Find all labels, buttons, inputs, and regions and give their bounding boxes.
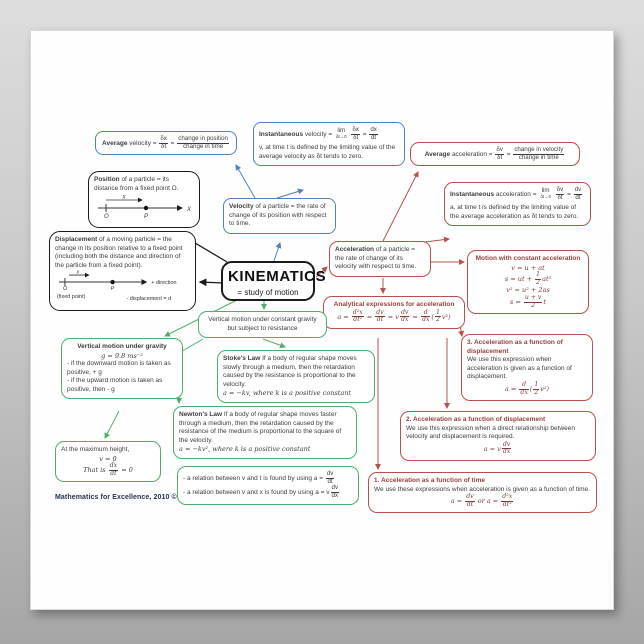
displacement-diagram-p-label: P <box>110 286 115 293</box>
instantaneous-velocity-note: v, at time t is defined by the limiting value of the average velocity as δt tends to zero. <box>259 144 396 160</box>
connector-velocity-to-instantaneous-velocity <box>277 190 303 198</box>
connector-velocity-to-average-velocity <box>236 165 255 198</box>
acceleration-function-2-title: 2. Acceleration as a function of displacement <box>406 416 546 423</box>
acceleration-function-1-formula: a = $\frac{dv}{dt}$ or a = $\frac{\text{d²x}}{\text{dt²}}$ <box>450 493 513 508</box>
connector-acceleration-to-average-acceleration <box>383 172 418 241</box>
box-vertical-motion-resistance: Vertical motion under constant gravity but subject to resistance <box>198 311 327 338</box>
equation-s-uv2-t: s = $\frac{u + v}{2}$ t <box>509 294 547 309</box>
box-analytical-expressions <box>323 296 465 329</box>
box-instantaneous-acceleration: Instantaneous acceleration = lim δt→0 $\frac{\delta v}{\delta t}$ = $\frac{dv}{dt}$ a, at time t is defined by the limiting value of the average acceleration as δt tends to zero. <box>444 182 591 226</box>
displacement-diagram-o-label: O <box>62 286 68 293</box>
equation-s-ut-half-at2: s = ut + $\frac{1}{2}$ at² <box>504 271 552 286</box>
box-instantaneous-velocity: Instantaneous velocity = lim δt→0 $\frac{\delta x}{\delta t}$ = $\frac{dx}{dt}$ v, at time t is defined by the limiting value of the average velocity as δt tends to zero. <box>253 122 405 166</box>
box-acceleration-function-3 <box>461 334 593 401</box>
maximum-height-line1: At the maximum height, <box>61 446 130 453</box>
box-vertical-motion-gravity <box>61 338 183 399</box>
connector-resistance-to-stokes <box>263 339 285 347</box>
displacement-diagram <box>55 270 190 302</box>
acceleration-function-1-title: 1. Acceleration as a function of time <box>374 477 486 484</box>
kinematics-title: KINEMATICS <box>228 268 327 285</box>
gravity-upward-note: - if the upward motion is taken as positive, then - g <box>67 377 163 393</box>
acceleration-function-2-formula: a = v $\frac{dv}{dx}$ <box>483 440 511 456</box>
equation-v2-u2-2as: v² = u² + 2as <box>506 286 550 295</box>
analytical-expressions-formula: a = $\frac{\text{d²x}}{\text{dt²}}$ = $\frac{dv}{dt}$ = v $\frac{dv}{dx}$ = $\frac{d}{dx}$ ( $\frac{1}{2}$ v²) <box>337 308 451 324</box>
displacement-diagram-direction-label: + direction <box>151 280 177 287</box>
position-diagram-x-label: x <box>122 194 126 201</box>
connector-kinematics-to-velocity <box>274 243 280 261</box>
gravity-downward-note: - if the downward motion is taken as positive, + g <box>67 360 171 376</box>
acceleration-function-1-body: We use these expressions when acceleration is given as a function of time. <box>374 485 590 493</box>
acceleration-function-3-formula: a = $\frac{d}{dx}$ ( $\frac{1}{2}$ v²) <box>504 380 550 396</box>
kinematics-poster <box>30 30 614 610</box>
displacement-diagram-fixed-point-label: (fixed point) <box>56 294 86 301</box>
position-diagram-axis-label: X <box>187 207 192 214</box>
box-stokes-law: Stoke's Law If a body of regular shape moves slowly through a medium, then the retardation caused by the resistance is proportional to the velocity. a = −kv, where k is a positive constant <box>217 350 375 403</box>
box-kinematics <box>221 261 327 301</box>
newtons-law-formula: a = −kv², where k is a positive constant <box>179 445 311 454</box>
box-displacement: Displacement of a moving particle = the change in its position relative to a fixed point (including both the distance and direction of the particle from a fixed point). x + direction O P (fixed point) - displacement = d <box>49 231 196 311</box>
box-average-acceleration: Average acceleration = $\frac{\delta v}{\delta t}$ = change in velocity change in time <box>410 142 580 166</box>
maximum-height-line2: v = 0 <box>99 454 117 463</box>
box-average-velocity: Average velocity = $\frac{\delta x}{\delta t}$ = change in position change in time <box>95 131 237 155</box>
acceleration-function-2-body: We use this expression when a direct relationship between velocity and displacement is required. <box>406 424 575 441</box>
relation-v-t: - a relation between v and t is found by using a = $\frac{dv}{dt}$ <box>183 470 334 485</box>
maximum-height-line3: That is $\frac{dx}{dt}$ = 0 <box>83 462 133 477</box>
displacement-diagram-displacement-label: - displacement = d <box>126 296 172 303</box>
acceleration-function-3-title: 3. Acceleration as a function of displacement <box>467 339 563 355</box>
box-acceleration: Acceleration of a particle = the rate of change of its velocity with respect to time. <box>329 241 431 277</box>
poster-footer-credit: Mathematics for Excellence, 2010 © <box>55 494 177 501</box>
relation-v-x: - a relation between v and x is found by using a = v $\frac{dv}{dx}$ <box>183 484 339 499</box>
instantaneous-acceleration-note: a, at time t is defined by the limiting value of the average acceleration as δt tends to zero. <box>450 204 579 220</box>
position-diagram-o-label: O <box>104 214 109 220</box>
connector-gravity-to-max-height <box>105 411 119 438</box>
position-diagram-p-label: P <box>144 214 149 220</box>
equation-v-u-at: v = u + at <box>511 263 545 272</box>
box-velocity: Velocity of a particle = the rate of change of its position with respect to time. <box>223 198 336 234</box>
stokes-law-formula: a = −kv, where k is a positive constant <box>223 389 352 398</box>
box-motion-constant-acceleration <box>467 250 589 314</box>
motion-constant-acceleration-title: Motion with constant acceleration <box>475 255 581 262</box>
box-maximum-height <box>55 441 161 482</box>
displacement-diagram-x-label: x <box>76 270 80 276</box>
box-acceleration-function-1 <box>368 472 597 513</box>
kinematics-subtitle: = study of motion <box>237 287 299 297</box>
box-newtons-law: Newton's Law If a body of regular shape moves faster through a medium, then the retardation caused by the resistance of the medium is proportional to the square of the velocity. a = −kv², where k is a positive constant <box>173 406 357 459</box>
position-diagram <box>94 193 194 219</box>
gravity-value: g = 9.8 ms⁻² <box>101 351 143 360</box>
box-acceleration-function-2 <box>400 411 596 461</box>
vertical-motion-gravity-title: Vertical motion under gravity <box>77 343 167 350</box>
acceleration-function-3-body: We use this expression when acceleration is given as a function of displacement. <box>467 356 572 381</box>
analytical-expressions-title: Analytical expressions for acceleration <box>333 301 455 308</box>
box-position: Position of a particle = its distance from a fixed point O. x X O P <box>88 171 200 228</box>
box-acceleration-relations <box>177 466 359 505</box>
